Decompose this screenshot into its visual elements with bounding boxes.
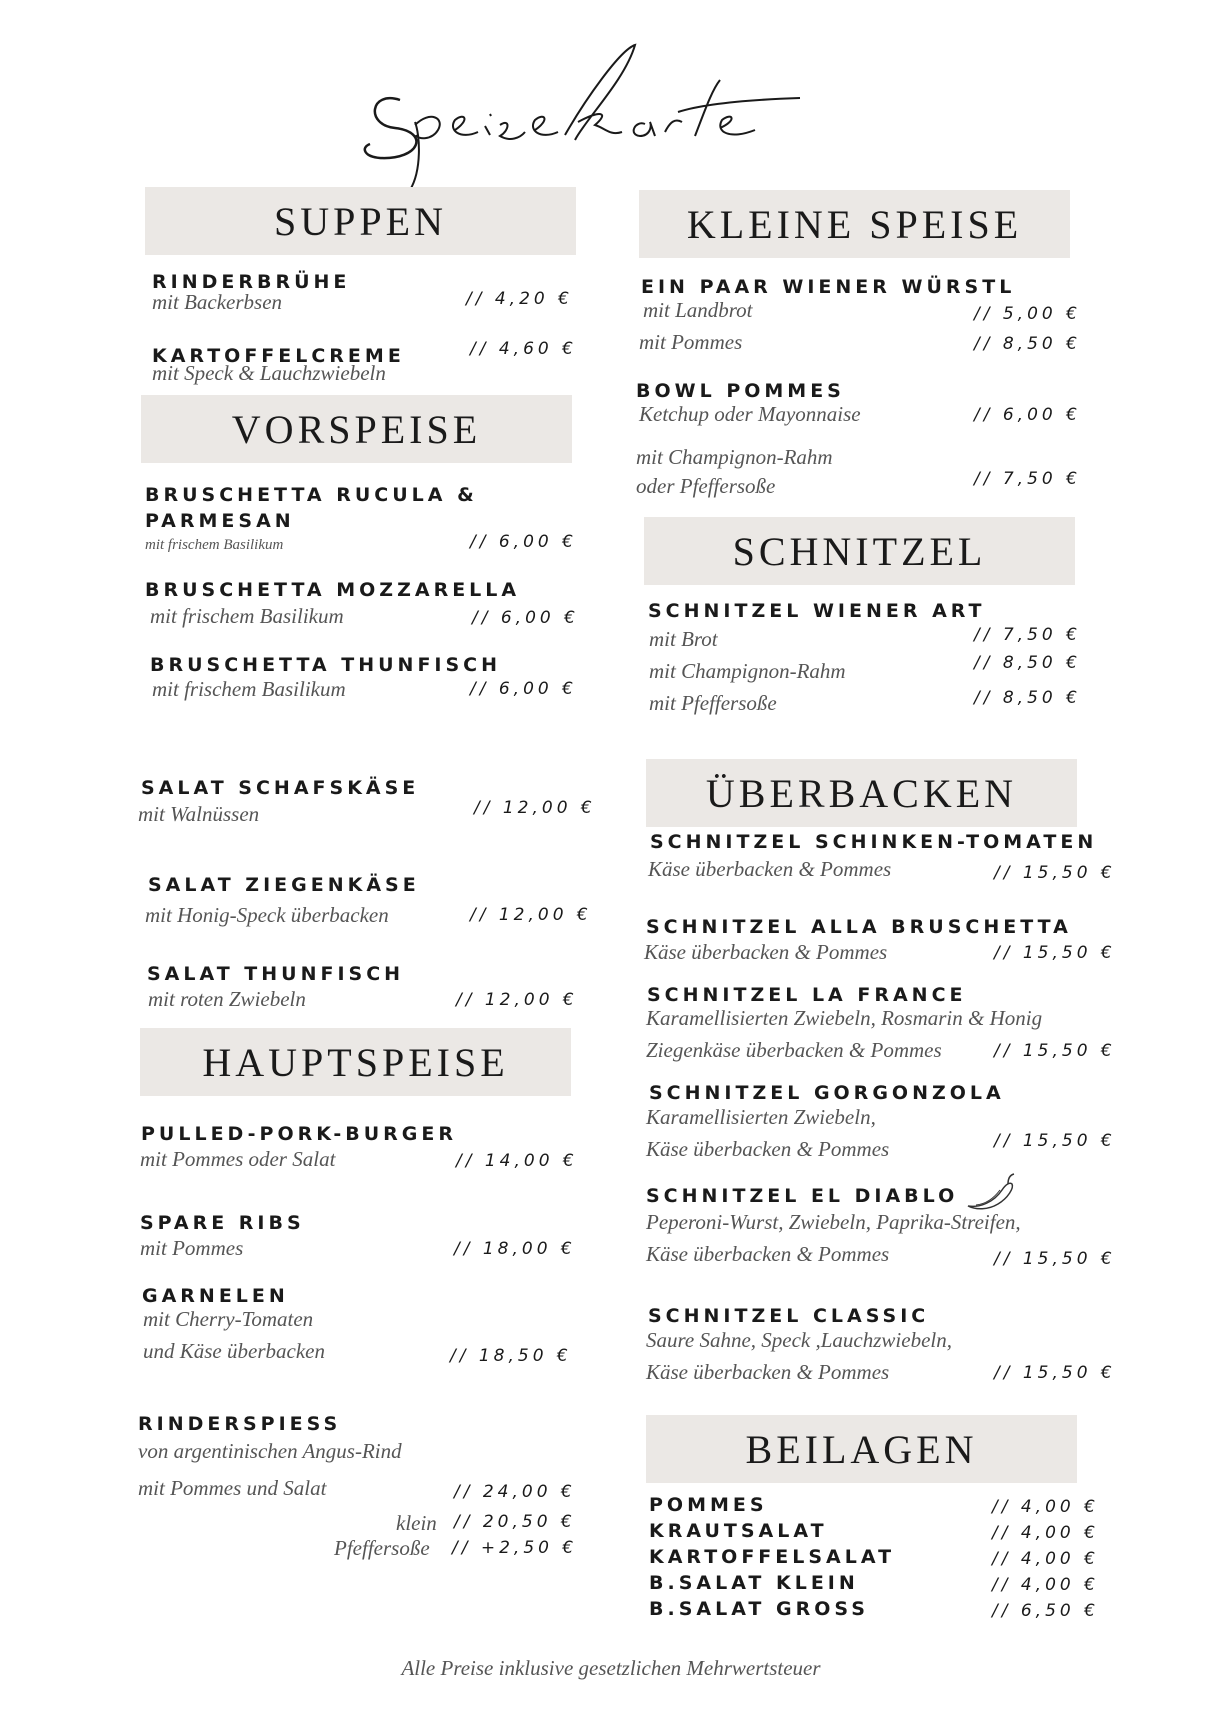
item-price-classic: // 15,50 € [994, 1363, 1116, 1383]
item-price-spare-ribs: // 18,00 € [454, 1239, 576, 1259]
item-price-schinken-tomaten: // 15,50 € [994, 863, 1116, 883]
beilage-name-bsalat-gross: B.SALAT GROSS [649, 1598, 869, 1620]
item-desc-bruschetta-thunfisch: mit frischem Basilikum [152, 677, 346, 701]
item-desc-garnelen-2: und Käse überbacken [143, 1339, 325, 1363]
section-header-kleine-speise: KLEINE SPEISE [639, 190, 1070, 258]
section-header-suppen: SUPPEN [145, 187, 576, 255]
item-desc-bowl-pommes-2a: mit Champignon-Rahm [636, 445, 833, 469]
section-header-hauptspeise: HAUPTSPEISE [140, 1028, 571, 1096]
item-desc-wiener-wuerstl-1: mit Landbrot [643, 298, 753, 322]
footer-note: Alle Preise inklusive gesetzlichen Mehrwertsteuer [401, 1656, 821, 1680]
item-desc-bruschetta-rucula: mit frischem Basilikum [145, 537, 284, 553]
beilage-name-bsalat-klein: B.SALAT KLEIN [649, 1572, 859, 1594]
item-name-salat-thunfisch: SALAT THUNFISCH [147, 963, 405, 985]
item-desc-el-diablo-1: Peperoni-Wurst, Zwiebeln, Paprika-Streifen, [646, 1210, 1021, 1234]
item-price-bowl-pommes-2: // 7,50 € [974, 469, 1081, 489]
beilage-price-bsalat-klein: // 4,00 € [992, 1575, 1099, 1595]
beilage-price-pommes: // 4,00 € [992, 1497, 1099, 1517]
item-desc-bruschetta-mozzarella: mit frischem Basilikum [150, 604, 344, 628]
menu-title [360, 40, 840, 200]
beilage-name-pommes: POMMES [649, 1494, 768, 1516]
item-name-salat-ziegenkaese: SALAT ZIEGENKÄSE [148, 874, 420, 896]
item-price-salat-ziegenkaese: // 12,00 € [470, 905, 592, 925]
item-name-bruschetta-rucula-1: BRUSCHETTA RUCULA & [145, 484, 478, 506]
item-price-bowl-pommes-1: // 6,00 € [974, 405, 1081, 425]
item-price-schnitzel-wiener-2: // 8,50 € [974, 653, 1081, 673]
beilage-price-bsalat-gross: // 6,50 € [992, 1601, 1099, 1621]
item-price-wiener-wuerstl-1: // 5,00 € [974, 304, 1081, 324]
item-label-rinderspiess-klein: klein [396, 1511, 437, 1535]
item-desc-la-france-1: Karamellisierten Zwiebeln, Rosmarin & Honig [646, 1006, 1043, 1030]
item-price-la-france: // 15,50 € [994, 1041, 1116, 1061]
item-desc-schnitzel-wiener-1: mit Brot [649, 627, 718, 651]
item-desc-bowl-pommes-1: Ketchup oder Mayonnaise [639, 402, 861, 426]
section-header-ueberbacken: ÜBERBACKEN [646, 759, 1077, 827]
item-name-bruschetta-thunfisch: BRUSCHETTA THUNFISCH [150, 654, 502, 676]
item-desc-gorgonzola-2: Käse überbacken & Pommes [646, 1137, 890, 1161]
item-name-classic: SCHNITZEL CLASSIC [648, 1305, 930, 1327]
item-price-el-diablo: // 15,50 € [994, 1249, 1116, 1269]
item-price-pulled-pork: // 14,00 € [456, 1151, 578, 1171]
item-name-garnelen: GARNELEN [142, 1285, 289, 1307]
item-desc-salat-thunfisch: mit roten Zwiebeln [148, 987, 306, 1011]
item-desc-classic-1: Saure Sahne, Speck ,Lauchzwiebeln, [646, 1328, 952, 1352]
item-price-rinderspiess-klein: // 20,50 € [454, 1512, 576, 1532]
item-price-rinderspiess: // 24,00 € [454, 1482, 576, 1502]
item-desc-kartoffelcreme: mit Speck & Lauchzwiebeln [152, 361, 386, 385]
item-name-bowl-pommes: BOWL POMMES [636, 380, 845, 402]
item-price-gorgonzola: // 15,50 € [994, 1131, 1116, 1151]
item-desc-rinderbruehe: mit Backerbsen [152, 290, 283, 314]
item-desc-salat-schafskaese: mit Walnüssen [138, 802, 260, 826]
item-desc-la-france-2: Ziegenkäse überbacken & Pommes [646, 1038, 942, 1062]
item-price-rinderbruehe: // 4,20 € [466, 289, 573, 309]
section-header-schnitzel: SCHNITZEL [644, 517, 1075, 585]
item-name-wiener-wuerstl: EIN PAAR WIENER WÜRSTL [641, 276, 1016, 298]
title-script [360, 40, 840, 200]
item-name-rinderspiess: RINDERSPIESS [138, 1413, 342, 1435]
item-desc-bowl-pommes-2b: oder Pfeffersoße [636, 474, 776, 498]
item-name-la-france: SCHNITZEL LA FRANCE [647, 984, 967, 1006]
item-name-bruschetta-rucula-2: PARMESAN [145, 510, 295, 532]
item-name-schnitzel-wiener: SCHNITZEL WIENER ART [648, 600, 986, 622]
item-price-bruschetta-mozzarella: // 6,00 € [472, 608, 579, 628]
beilage-price-krautsalat: // 4,00 € [992, 1523, 1099, 1543]
item-desc-wiener-wuerstl-2: mit Pommes [639, 330, 743, 354]
item-name-spare-ribs: SPARE RIBS [140, 1212, 305, 1234]
item-desc-alla-bruschetta: Käse überbacken & Pommes [644, 940, 888, 964]
item-name-alla-bruschetta: SCHNITZEL ALLA BRUSCHETTA [646, 916, 1072, 938]
item-price-alla-bruschetta: // 15,50 € [994, 943, 1116, 963]
item-name-kartoffelcreme: KARTOFFELCREME [152, 345, 405, 367]
item-desc-schnitzel-wiener-2: mit Champignon-Rahm [649, 659, 846, 683]
item-desc-spare-ribs: mit Pommes [140, 1236, 244, 1260]
item-desc-gorgonzola-1: Karamellisierten Zwiebeln, [646, 1105, 876, 1129]
item-name-gorgonzola: SCHNITZEL GORGONZOLA [649, 1082, 1005, 1104]
beilage-price-kartoffelsalat: // 4,00 € [992, 1549, 1099, 1569]
item-desc-el-diablo-2: Käse überbacken & Pommes [646, 1242, 890, 1266]
item-name-schinken-tomaten: SCHNITZEL SCHINKEN-TOMATEN [650, 831, 1098, 853]
item-price-schnitzel-wiener-3: // 8,50 € [974, 688, 1081, 708]
item-name-salat-schafskaese: SALAT SCHAFSKÄSE [141, 777, 420, 799]
section-header-vorspeise: VORSPEISE [141, 395, 572, 463]
item-desc-schnitzel-wiener-3: mit Pfeffersoße [649, 691, 777, 715]
item-price-schnitzel-wiener-1: // 7,50 € [974, 625, 1081, 645]
item-price-garnelen: // 18,50 € [450, 1346, 572, 1366]
beilage-name-krautsalat: KRAUTSALAT [649, 1520, 828, 1542]
item-label-pfeffersosse: Pfeffersoße [334, 1536, 430, 1560]
item-name-bruschetta-mozzarella: BRUSCHETTA MOZZARELLA [145, 579, 521, 601]
chili-pepper-icon [964, 1172, 1016, 1212]
beilage-name-kartoffelsalat: KARTOFFELSALAT [649, 1546, 896, 1568]
item-price-pfeffersosse: // +2,50 € [452, 1538, 578, 1558]
item-desc-garnelen-1: mit Cherry-Tomaten [143, 1307, 314, 1331]
item-price-salat-schafskaese: // 12,00 € [474, 798, 596, 818]
item-price-bruschetta-thunfisch: // 6,00 € [470, 679, 577, 699]
item-name-pulled-pork: PULLED-PORK-BURGER [141, 1123, 457, 1145]
item-price-salat-thunfisch: // 12,00 € [456, 990, 578, 1010]
item-price-wiener-wuerstl-2: // 8,50 € [974, 334, 1081, 354]
item-desc-classic-2: Käse überbacken & Pommes [646, 1360, 890, 1384]
item-price-kartoffelcreme: // 4,60 € [470, 339, 577, 359]
item-desc-rinderspiess-2: mit Pommes und Salat [138, 1476, 327, 1500]
item-name-rinderbruehe: RINDERBRÜHE [152, 271, 351, 293]
item-desc-schinken-tomaten: Käse überbacken & Pommes [648, 857, 892, 881]
item-desc-salat-ziegenkaese: mit Honig-Speck überbacken [145, 903, 389, 927]
item-desc-pulled-pork: mit Pommes oder Salat [140, 1147, 336, 1171]
item-price-bruschetta-rucula: // 6,00 € [470, 532, 577, 552]
section-header-beilagen: BEILAGEN [646, 1415, 1077, 1483]
item-name-el-diablo: SCHNITZEL EL DIABLO [646, 1185, 959, 1207]
item-desc-rinderspiess-1: von argentinischen Angus-Rind [138, 1439, 402, 1463]
